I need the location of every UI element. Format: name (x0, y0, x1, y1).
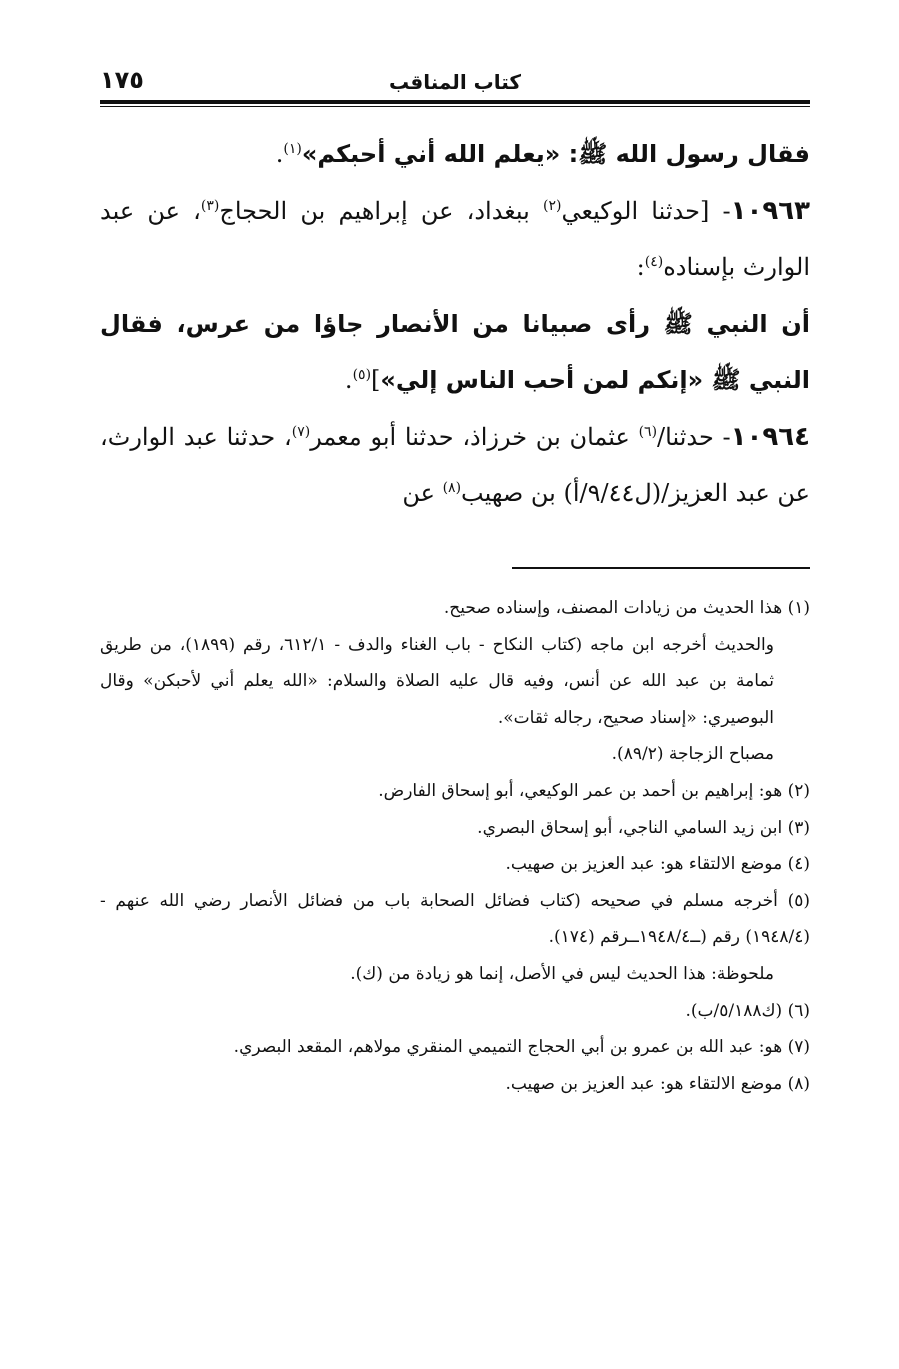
footnote-ref-7[interactable]: (٧) (291, 423, 311, 440)
footnote-1: (١) هذا الحديث من زيادات المصنف، وإسناده صحيح. (443, 598, 810, 618)
matn-text-c: ] (371, 366, 381, 394)
hadith-10963-text-c: ، عن عبد الوارث بإسناده (100, 196, 810, 281)
footnote-8: (٨) موضع الالتقاء هو: عبد العزيز بن صهيب. (505, 1073, 810, 1094)
hadith-10964-text-d: عن (402, 479, 443, 507)
footnote-ref-8[interactable]: (٨) (442, 480, 462, 496)
hadith-10963-text-d: : (636, 253, 645, 281)
hadith-10964-text-c: ، حدثنا عبد الوارث، عن عبد العزيز/(ل٩/٤٤/أ) بن صهيب (100, 422, 810, 507)
page-header (100, 62, 810, 98)
footnote-ref-4[interactable]: (٤) (644, 254, 664, 270)
footnotes (100, 590, 810, 1102)
footnote-1-continued: والحديث أخرجه ابن ماجه (كتاب النكاح - باب الغناء والدف - ٦١٢/١، رقم (١٨٩٩)، من طريق ثمامة بن عبد الله عن أنس، وفيه قال عليه الصلاة والسلام: «الله يعلم أني لأحبكن» وقال البوصيري: «إسناد صحيح، رجاله ثقات». (100, 634, 774, 728)
hadith-10963 (100, 183, 810, 296)
line1-quote: «يعلم الله أني أحبكم» (301, 140, 561, 168)
footnote-ref-1[interactable]: (١) (283, 141, 302, 157)
hadith-10964-text-a: - حدثنا/ (657, 422, 731, 451)
line1-end: . (275, 140, 284, 168)
line1-lead: فقال رسول الله ﷺ: (560, 140, 810, 168)
footnote-5: (٥) أخرجه مسلم في صحيحه (كتاب فضائل الصحابة باب من فضائل الأنصار رضي الله عنهم - (١٩٤٨/٤) رقم (ــ١٩٤٨/٤ــرقم (١٧٤). (100, 890, 810, 948)
hadith-number-10964: ١٠٩٦٤ (730, 421, 810, 452)
footnote-5-note: ملحوظة: هذا الحديث ليس في الأصل، إنما هو زيادة من (ك). (350, 963, 774, 984)
footnote-ref-2[interactable]: (٢) (543, 197, 562, 214)
footnote-3: (٣) ابن زيد السامي الناجي، أبو إسحاق البصري. (477, 817, 810, 838)
paragraph-line1 (100, 126, 810, 183)
page-number: ١٧٥ (100, 66, 144, 94)
header-rule-thin (100, 106, 810, 107)
hadith-number-10963: ١٠٩٦٣ (730, 195, 811, 226)
footnote-ref-6[interactable]: (٦) (638, 423, 658, 440)
matn-text-b: «إنكم لمن أحب الناس إلي» (380, 366, 704, 394)
footnote-ref-5[interactable]: (٥) (352, 367, 372, 383)
header-rule (100, 100, 810, 104)
hadith-10963-text-b: ببغداد، عن إبراهيم بن الحجاج (219, 196, 544, 225)
hadith-10964-text-b: عثمان بن خرزاذ، حدثنا أبو معمر (310, 422, 639, 451)
matn-end: . (344, 366, 353, 394)
matn-text-a: أن النبي ﷺ رأى صبيانا من الأنصار جاؤا من عرس، فقال النبي ﷺ (100, 309, 810, 394)
footnote-7: (٧) هو: عبد الله بن عمرو بن أبي الحجاج التميمي المنقري مولاهم، المقعد البصري. (233, 1037, 810, 1058)
hadith-10964 (100, 409, 810, 522)
footnote-1-source: مصباح الزجاجة (٨٩/٢). (611, 744, 774, 765)
book-page (100, 62, 811, 1094)
footnote-2: (٢) هو: إبراهيم بن أحمد بن عمر الوكيعي، أبو إسحاق الفارض. (378, 780, 810, 801)
footnote-ref-3[interactable]: (٣) (200, 197, 220, 214)
footnote-4: (٤) موضع الالتقاء هو: عبد العزيز بن صهيب. (505, 854, 810, 875)
running-title: كتاب المناقب (388, 70, 522, 94)
footnote-separator (512, 567, 810, 569)
main-text (100, 126, 810, 522)
hadith-10963-text-a: - [حدثنا الوكيعي (561, 196, 731, 225)
footnote-6: (٦) (ك٥/١٨٨/ب). (685, 1000, 810, 1021)
hadith-10963-matn (100, 296, 810, 409)
